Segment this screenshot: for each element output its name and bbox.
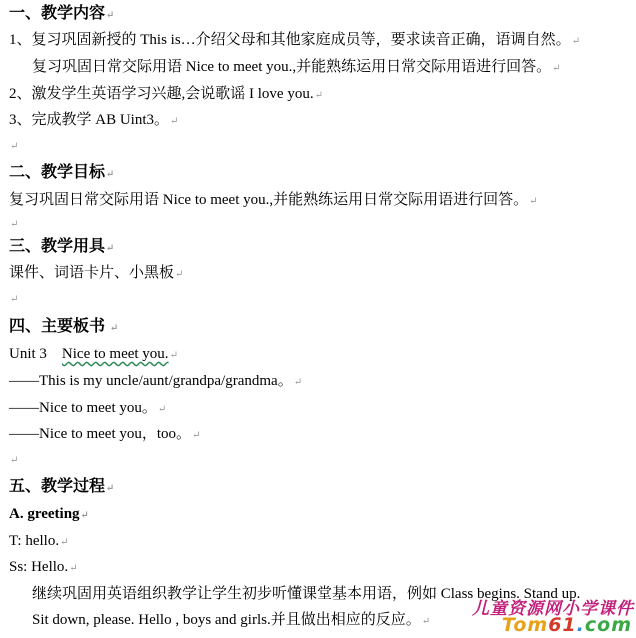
board-unit-line: Unit 3 Nice to meet you.↵ bbox=[9, 346, 178, 362]
board-unit-title: Nice to meet you. bbox=[61, 346, 169, 362]
section-heading-content: 一、教学内容↵ bbox=[9, 5, 115, 22]
section-heading-tools: 三、教学用具↵ bbox=[9, 238, 115, 255]
watermark-logo bbox=[424, 594, 634, 638]
paragraph-mark: ↵ bbox=[10, 141, 19, 152]
process-teacher-line: T: hello.↵ bbox=[9, 533, 69, 549]
paragraph-mark: ↵ bbox=[10, 219, 19, 230]
section-heading-process: 五、教学过程↵ bbox=[9, 478, 115, 495]
content-item-1-cont: 复习巩固日常交际用语 Nice to meet you.,并能熟练运用日常交际用语进行回答。↵ bbox=[32, 59, 561, 75]
section-heading-board: 四、主要板书 ↵ bbox=[9, 318, 119, 335]
content-item-1: 1、复习巩固新授的 This is…介绍父母和其他家庭成员等，要求读音正确，语调自然。↵ bbox=[9, 32, 581, 48]
content-item-3: 3、完成教学 AB Uint3。↵ bbox=[9, 112, 179, 128]
tools-text: 课件、词语卡片、小黑板↵ bbox=[9, 265, 184, 281]
watermark-site-text: Tom61.com bbox=[501, 614, 632, 636]
board-line-1: ——This is my uncle/aunt/grandpa/grandma。↵ bbox=[9, 373, 303, 389]
process-students-line: Ss: Hello.↵ bbox=[9, 559, 78, 575]
section-heading-objective: 二、教学目标↵ bbox=[9, 164, 115, 181]
board-line-2: ——Nice to meet you。↵ bbox=[9, 400, 167, 416]
process-step-a: A. greeting↵ bbox=[9, 506, 89, 522]
paragraph-mark: ↵ bbox=[10, 455, 19, 466]
process-paragraph-line-1: 继续巩固用英语组织教学让学生初步听懂课堂基本用语，例如 Class begins. Stand up. bbox=[32, 586, 581, 602]
content-item-2: 2、激发学生英语学习兴趣,会说歌谣 I love you.↵ bbox=[9, 86, 323, 102]
watermark-cn-text: 儿童资源网小学课件 bbox=[472, 599, 634, 619]
objective-text: 复习巩固日常交际用语 Nice to meet you.,并能熟练运用日常交际用语进行回答。↵ bbox=[9, 192, 538, 208]
process-paragraph-line-2: Sit down, please. Hello , boys and girls.并且做出相应的反应。↵ bbox=[32, 612, 431, 628]
paragraph-mark: ↵ bbox=[10, 294, 19, 305]
board-line-3: ——Nice to meet you，too。↵ bbox=[9, 426, 201, 442]
